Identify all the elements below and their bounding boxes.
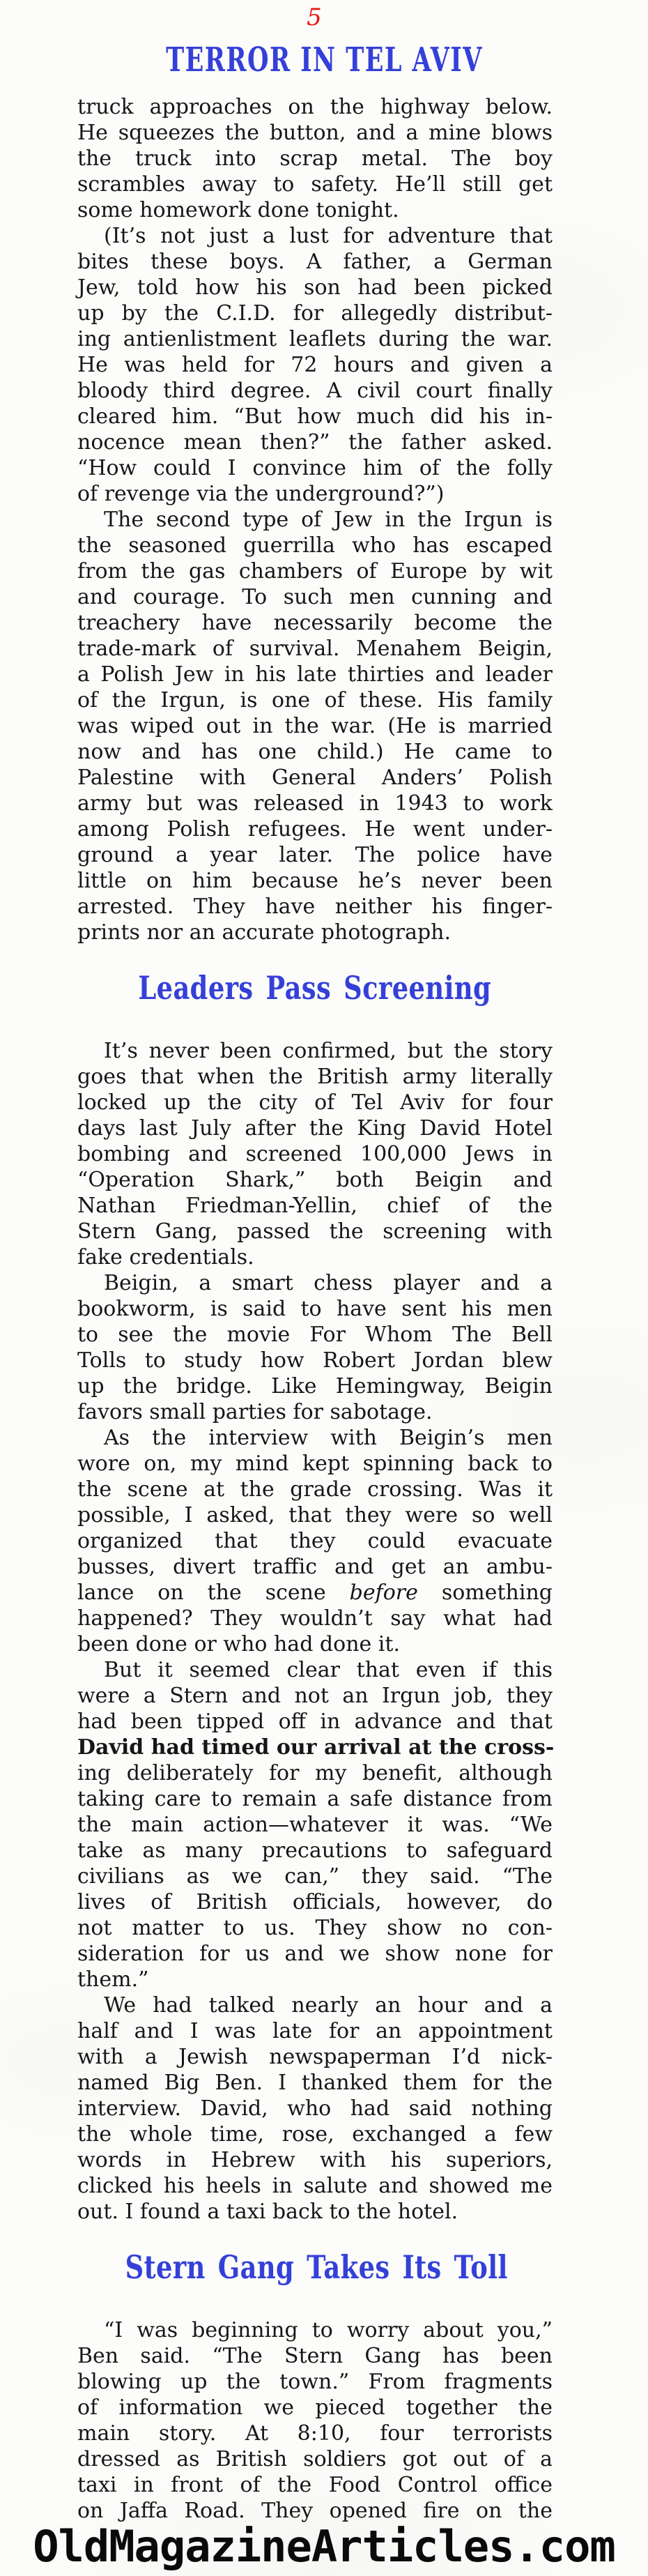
- text-line: sideration for us and we show none for: [77, 1942, 553, 1966]
- text-line: prints nor an accurate photograph.: [77, 920, 452, 945]
- text-line: Nathan Friedman-Yellin, chief of the: [77, 1194, 553, 1218]
- text-line: Jew, told how his son had been picked: [77, 275, 553, 300]
- text-line: wore on, my mind kept spinning back to: [77, 1451, 553, 1476]
- text-line: named Big Ben. I thanked them for the: [77, 2071, 553, 2095]
- paragraph: [77, 2317, 553, 2524]
- text-line: clicked his heels in salute and showed me: [77, 2174, 553, 2198]
- text-line: been done or who had done it.: [77, 1632, 400, 1656]
- text-line: dressed as British soldiers got out of a: [77, 2447, 553, 2471]
- text-line: But it seemed clear that even if this: [104, 1658, 553, 1682]
- paragraph: [77, 507, 553, 945]
- text-line: army but was released in 1943 to work: [77, 791, 553, 816]
- text-line: possible, I asked, that they were so well: [77, 1503, 553, 1527]
- text-line: As the interview with Beigin’s men: [104, 1426, 553, 1450]
- text-line: half and I was late for an appointment: [77, 2019, 553, 2043]
- text-line: interview. David, who had said nothing: [77, 2096, 553, 2121]
- text-line: bites these boys. A father, a German: [77, 250, 553, 274]
- text-line: David had timed our arrival at the cross-: [77, 1735, 555, 1760]
- text-line: ing deliberately for my benefit, although: [77, 1761, 553, 1785]
- paragraph: [77, 1038, 553, 1270]
- text-line: truck approaches on the highway below.: [77, 95, 553, 119]
- text-line: We had talked nearly an hour and a: [104, 1993, 553, 2018]
- text-line: had been tipped off in advance and that: [77, 1709, 553, 1734]
- text-line: “How could I convince him of the folly: [77, 456, 553, 480]
- text-line: the truck into scrap metal. The boy: [77, 146, 553, 171]
- text-line: cleared him. “But how much did his in-: [77, 404, 553, 429]
- section-heading-text: Stern Gang Takes Its Toll: [125, 2248, 508, 2286]
- text-line: ground a year later. The police have: [77, 843, 553, 867]
- article-title-wrap: [0, 40, 648, 87]
- section-heading: [77, 970, 553, 1010]
- page-number: 5: [307, 3, 322, 31]
- text-line: on Jaffa Road. They opened fire on the: [77, 2499, 553, 2523]
- text-line: up by the C.I.D. for allegedly distribut-: [77, 301, 553, 326]
- text-line: bloody third degree. A civil court finally: [77, 379, 553, 403]
- section-heading-text: Leaders Pass Screening: [138, 969, 492, 1007]
- text-line: nocence mean then?” the father asked.: [77, 430, 553, 455]
- text-line: with a Jewish newspaperman I’d nick-: [77, 2045, 553, 2069]
- text-line: words in Hebrew with his superiors,: [77, 2148, 553, 2172]
- text-line: little on him because he’s never been: [77, 869, 553, 893]
- text-line: was wiped out in the war. (He is married: [77, 714, 553, 738]
- text-line: of the Irgun, is one of these. His family: [77, 688, 553, 712]
- article-body: [77, 94, 553, 2524]
- text-line: the whole time, rose, exchanged a few: [77, 2122, 553, 2147]
- text-line: main story. At 8:10, four terrorists: [77, 2421, 553, 2446]
- text-line: out. I found a taxi back to the hotel.: [77, 2200, 458, 2224]
- text-line: from the gas chambers of Europe by wit: [77, 559, 553, 584]
- text-line: up the bridge. Like Hemingway, Beigin: [77, 1374, 553, 1398]
- text-line: of revenge via the underground?”): [77, 482, 445, 506]
- text-line: fake credentials.: [77, 1245, 254, 1270]
- text-line: now and has one child.) He came to: [77, 740, 553, 764]
- paragraph: [77, 1425, 553, 1657]
- text-line: ing antienlistment leaflets during the war.: [77, 327, 553, 351]
- text-line: busses, divert traffic and get an ambu-: [77, 1555, 553, 1579]
- paragraph: [77, 223, 553, 507]
- text-line: and courage. To such men cunning and: [77, 585, 553, 609]
- article-title: TERROR IN TEL AVIV: [165, 40, 483, 79]
- text-line: taxi in front of the Food Control office: [77, 2473, 553, 2497]
- text-line: Ben said. “The Stern Gang has been: [77, 2344, 553, 2368]
- text-line: blowing up the town.” From fragments: [77, 2370, 553, 2394]
- text-line: the seasoned guerrilla who has escaped: [77, 533, 553, 558]
- paragraph: [77, 1992, 553, 2225]
- text-line: Beigin, a smart chess player and a: [104, 1271, 553, 1295]
- text-line: a Polish Jew in his late thirties and leader: [77, 662, 553, 687]
- text-line: civilians as we can,” they said. “The: [77, 1864, 553, 1889]
- text-line: some homework done tonight.: [77, 198, 399, 222]
- text-line: take as many precautions to safeguard: [77, 1838, 553, 1863]
- text-line: scrambles away to safety. He’ll still get: [77, 172, 553, 197]
- text-line: Tolls to study how Robert Jordan blew: [77, 1348, 553, 1373]
- paragraph: [77, 1657, 553, 1992]
- text-line: locked up the city of Tel Aviv for four: [77, 1090, 553, 1115]
- text-line: to see the movie For Whom The Bell: [77, 1323, 553, 1347]
- text-line: He squeezes the button, and a mine blows: [77, 121, 553, 145]
- text-line: lives of British officials, however, do: [77, 1890, 553, 1914]
- text-line: not matter to us. They show no con-: [77, 1916, 553, 1940]
- text-line: among Polish refugees. He went under-: [77, 817, 553, 841]
- text-line: (It’s not just a lust for adventure that: [104, 224, 553, 248]
- watermark: OldMagazineArticles.com: [33, 2521, 615, 2572]
- text-line: Stern Gang, passed the screening with: [77, 1219, 553, 1244]
- text-line: days last July after the King David Hotel: [77, 1116, 553, 1141]
- text-line: treachery have necessarily become the: [77, 611, 553, 635]
- text-line: bookworm, is said to have sent his men: [77, 1297, 553, 1321]
- text-line: lance on the scene before something: [77, 1580, 553, 1605]
- text-line: trade-mark of survival. Menahem Beigin,: [77, 637, 553, 661]
- text-line: It’s never been confirmed, but the story: [104, 1039, 553, 1063]
- paragraph: [77, 1270, 553, 1425]
- text-line: the scene at the grade crossing. Was it: [77, 1477, 553, 1502]
- text-line: “Operation Shark,” both Beigin and: [77, 1168, 553, 1192]
- text-line: favors small parties for sabotage.: [77, 1400, 433, 1424]
- text-line: organized that they could evacuate: [77, 1529, 553, 1553]
- text-line: bombing and screened 100,000 Jews in: [77, 1142, 553, 1166]
- text-line: The second type of Jew in the Irgun is: [104, 508, 553, 532]
- text-line: goes that when the British army literally: [77, 1065, 553, 1089]
- text-line: of information we pieced together the: [77, 2395, 553, 2420]
- text-line: Palestine with General Anders’ Polish: [77, 765, 553, 790]
- text-line: “I was beginning to worry about you,”: [104, 2318, 553, 2342]
- text-line: the main action—whatever it was. “We: [77, 1813, 553, 1837]
- text-line: arrested. They have neither his finger-: [77, 894, 553, 919]
- section-heading: [77, 2250, 553, 2289]
- text-line: them.”: [77, 1967, 149, 1992]
- text-line: He was held for 72 hours and given a: [77, 353, 553, 377]
- paragraph: [77, 94, 553, 223]
- text-line: taking care to remain a safe distance from: [77, 1787, 553, 1811]
- text-line: happened? They wouldn’t say what had: [77, 1606, 553, 1631]
- text-line: were a Stern and not an Irgun job, they: [77, 1684, 553, 1708]
